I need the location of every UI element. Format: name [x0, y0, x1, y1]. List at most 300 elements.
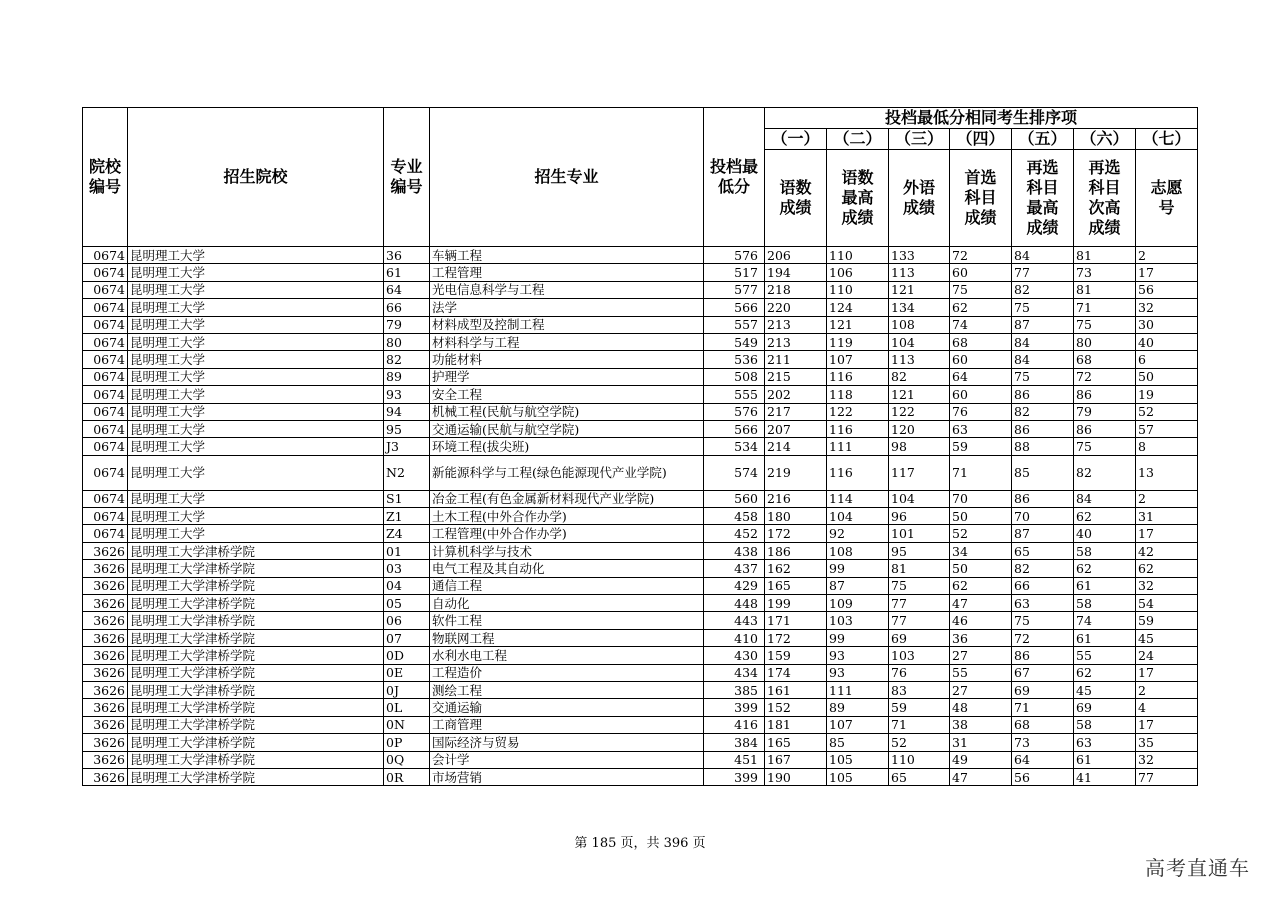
score-4-cell: 50 — [950, 560, 1012, 577]
score-5-cell: 87 — [1012, 316, 1074, 333]
score-7-cell: 45 — [1136, 629, 1198, 646]
header-order-3: （三） — [889, 129, 950, 150]
table-row — [83, 386, 1198, 403]
score-6-cell: 86 — [1074, 420, 1136, 437]
score-1-cell: 216 — [765, 490, 827, 507]
score-4-cell: 55 — [950, 664, 1012, 681]
header-subcol-7: 志愿号 — [1136, 150, 1198, 247]
score-7-cell: 31 — [1136, 508, 1198, 525]
score-6-cell: 73 — [1074, 264, 1136, 281]
min-score-cell: 458 — [704, 508, 765, 525]
score-6-cell: 80 — [1074, 333, 1136, 350]
table-row — [83, 403, 1198, 420]
score-7-cell: 32 — [1136, 577, 1198, 594]
major-name-cell: 安全工程 — [430, 386, 704, 403]
score-2-cell: 89 — [827, 699, 889, 716]
score-3-cell: 52 — [889, 734, 950, 751]
score-6-cell: 79 — [1074, 403, 1136, 420]
score-7-cell: 50 — [1136, 368, 1198, 385]
score-3-cell: 75 — [889, 577, 950, 594]
college-name-cell: 昆明理工大学 — [128, 386, 384, 403]
score-3-cell: 103 — [889, 647, 950, 664]
score-2-cell: 124 — [827, 299, 889, 316]
score-1-cell: 215 — [765, 368, 827, 385]
score-4-cell: 48 — [950, 699, 1012, 716]
header-subcol-4: 首选科目成绩 — [950, 150, 1012, 247]
score-2-cell: 119 — [827, 333, 889, 350]
score-7-cell: 32 — [1136, 299, 1198, 316]
score-7-cell: 17 — [1136, 525, 1198, 542]
college-name-cell: 昆明理工大学 — [128, 490, 384, 507]
header-subcol-2: 语数最高成绩 — [827, 150, 889, 247]
major-name-cell: 环境工程(拔尖班) — [430, 438, 704, 455]
table-body — [83, 247, 1198, 786]
score-7-cell: 42 — [1136, 542, 1198, 559]
college-name-cell: 昆明理工大学津桥学院 — [128, 681, 384, 698]
header-subcol-5: 再选科目最高成绩 — [1012, 150, 1074, 247]
college-code-cell: 0674 — [83, 403, 128, 420]
college-code-cell: 3626 — [83, 734, 128, 751]
score-1-cell: 217 — [765, 403, 827, 420]
score-6-cell: 75 — [1074, 316, 1136, 333]
score-4-cell: 70 — [950, 490, 1012, 507]
score-5-cell: 69 — [1012, 681, 1074, 698]
header-subcol-3: 外语成绩 — [889, 150, 950, 247]
college-code-cell: 0674 — [83, 316, 128, 333]
header-ranking-group: 投档最低分相同考生排序项 — [765, 108, 1198, 129]
major-code-cell: N2 — [384, 455, 430, 490]
college-code-cell: 3626 — [83, 577, 128, 594]
score-2-cell: 111 — [827, 681, 889, 698]
min-score-cell: 549 — [704, 333, 765, 350]
score-3-cell: 76 — [889, 664, 950, 681]
header-college-code: 院校编号 — [83, 108, 128, 247]
min-score-cell: 566 — [704, 299, 765, 316]
college-code-cell: 3626 — [83, 768, 128, 785]
college-code-cell: 0674 — [83, 508, 128, 525]
major-name-cell: 法学 — [430, 299, 704, 316]
major-code-cell: 0D — [384, 647, 430, 664]
header-order-2: （二） — [827, 129, 889, 150]
min-score-cell: 430 — [704, 647, 765, 664]
score-7-cell: 4 — [1136, 699, 1198, 716]
table-row — [83, 299, 1198, 316]
min-score-cell: 410 — [704, 629, 765, 646]
table-row — [83, 542, 1198, 559]
table-row — [83, 438, 1198, 455]
score-3-cell: 98 — [889, 438, 950, 455]
admission-score-table — [82, 107, 1198, 786]
college-code-cell: 3626 — [83, 716, 128, 733]
min-score-cell: 534 — [704, 438, 765, 455]
major-code-cell: Z1 — [384, 508, 430, 525]
table-row — [83, 455, 1198, 490]
min-score-cell: 385 — [704, 681, 765, 698]
college-name-cell: 昆明理工大学津桥学院 — [128, 751, 384, 768]
table-row — [83, 420, 1198, 437]
score-6-cell: 58 — [1074, 542, 1136, 559]
major-code-cell: 05 — [384, 595, 430, 612]
score-7-cell: 17 — [1136, 716, 1198, 733]
score-4-cell: 34 — [950, 542, 1012, 559]
score-6-cell: 72 — [1074, 368, 1136, 385]
score-5-cell: 87 — [1012, 525, 1074, 542]
score-4-cell: 27 — [950, 681, 1012, 698]
score-3-cell: 82 — [889, 368, 950, 385]
score-7-cell: 62 — [1136, 560, 1198, 577]
score-1-cell: 207 — [765, 420, 827, 437]
score-5-cell: 82 — [1012, 560, 1074, 577]
table-row — [83, 247, 1198, 264]
college-name-cell: 昆明理工大学 — [128, 247, 384, 264]
score-7-cell: 57 — [1136, 420, 1198, 437]
score-1-cell: 220 — [765, 299, 827, 316]
watermark: 高考直通车 — [1145, 856, 1250, 880]
score-5-cell: 66 — [1012, 577, 1074, 594]
college-code-cell: 0674 — [83, 247, 128, 264]
score-5-cell: 86 — [1012, 420, 1074, 437]
score-7-cell: 59 — [1136, 612, 1198, 629]
major-name-cell: 工程造价 — [430, 664, 704, 681]
score-5-cell: 73 — [1012, 734, 1074, 751]
college-code-cell: 0674 — [83, 420, 128, 437]
min-score-cell: 536 — [704, 351, 765, 368]
college-code-cell: 0674 — [83, 386, 128, 403]
major-code-cell: 95 — [384, 420, 430, 437]
major-name-cell: 会计学 — [430, 751, 704, 768]
score-2-cell: 87 — [827, 577, 889, 594]
college-name-cell: 昆明理工大学津桥学院 — [128, 629, 384, 646]
min-score-cell: 429 — [704, 577, 765, 594]
major-name-cell: 光电信息科学与工程 — [430, 281, 704, 298]
score-7-cell: 13 — [1136, 455, 1198, 490]
score-7-cell: 8 — [1136, 438, 1198, 455]
score-4-cell: 38 — [950, 716, 1012, 733]
score-1-cell: 180 — [765, 508, 827, 525]
score-1-cell: 167 — [765, 751, 827, 768]
major-name-cell: 工程管理 — [430, 264, 704, 281]
score-4-cell: 60 — [950, 351, 1012, 368]
major-code-cell: 0J — [384, 681, 430, 698]
college-code-cell: 3626 — [83, 664, 128, 681]
college-name-cell: 昆明理工大学 — [128, 368, 384, 385]
college-name-cell: 昆明理工大学 — [128, 525, 384, 542]
score-4-cell: 62 — [950, 299, 1012, 316]
college-name-cell: 昆明理工大学 — [128, 299, 384, 316]
score-7-cell: 40 — [1136, 333, 1198, 350]
score-2-cell: 122 — [827, 403, 889, 420]
college-name-cell: 昆明理工大学津桥学院 — [128, 716, 384, 733]
score-2-cell: 85 — [827, 734, 889, 751]
table-row — [83, 560, 1198, 577]
score-7-cell: 30 — [1136, 316, 1198, 333]
college-name-cell: 昆明理工大学津桥学院 — [128, 647, 384, 664]
score-3-cell: 81 — [889, 560, 950, 577]
score-4-cell: 71 — [950, 455, 1012, 490]
score-6-cell: 74 — [1074, 612, 1136, 629]
college-code-cell: 3626 — [83, 542, 128, 559]
score-4-cell: 75 — [950, 281, 1012, 298]
score-6-cell: 41 — [1074, 768, 1136, 785]
score-4-cell: 47 — [950, 768, 1012, 785]
admission-table-container — [82, 107, 1197, 786]
score-1-cell: 174 — [765, 664, 827, 681]
score-3-cell: 117 — [889, 455, 950, 490]
major-name-cell: 材料科学与工程 — [430, 333, 704, 350]
college-code-cell: 0674 — [83, 264, 128, 281]
score-6-cell: 58 — [1074, 716, 1136, 733]
table-row — [83, 525, 1198, 542]
score-3-cell: 110 — [889, 751, 950, 768]
college-code-cell: 0674 — [83, 281, 128, 298]
college-name-cell: 昆明理工大学津桥学院 — [128, 612, 384, 629]
major-code-cell: S1 — [384, 490, 430, 507]
major-name-cell: 冶金工程(有色金属新材料现代产业学院) — [430, 490, 704, 507]
score-7-cell: 2 — [1136, 681, 1198, 698]
table-row — [83, 490, 1198, 507]
score-6-cell: 58 — [1074, 595, 1136, 612]
score-1-cell: 213 — [765, 333, 827, 350]
major-code-cell: 06 — [384, 612, 430, 629]
score-7-cell: 19 — [1136, 386, 1198, 403]
score-6-cell: 62 — [1074, 664, 1136, 681]
college-code-cell: 0674 — [83, 299, 128, 316]
score-2-cell: 92 — [827, 525, 889, 542]
score-5-cell: 82 — [1012, 403, 1074, 420]
table-row — [83, 734, 1198, 751]
score-1-cell: 171 — [765, 612, 827, 629]
major-name-cell: 计算机科学与技术 — [430, 542, 704, 559]
score-5-cell: 64 — [1012, 751, 1074, 768]
score-2-cell: 104 — [827, 508, 889, 525]
score-2-cell: 99 — [827, 560, 889, 577]
min-score-cell: 438 — [704, 542, 765, 559]
major-name-cell: 工程管理(中外合作办学) — [430, 525, 704, 542]
college-code-cell: 0674 — [83, 333, 128, 350]
score-3-cell: 108 — [889, 316, 950, 333]
college-code-cell: 0674 — [83, 455, 128, 490]
major-name-cell: 国际经济与贸易 — [430, 734, 704, 751]
score-2-cell: 110 — [827, 281, 889, 298]
college-name-cell: 昆明理工大学津桥学院 — [128, 768, 384, 785]
min-score-cell: 452 — [704, 525, 765, 542]
score-3-cell: 83 — [889, 681, 950, 698]
table-row — [83, 699, 1198, 716]
major-name-cell: 机械工程(民航与航空学院) — [430, 403, 704, 420]
score-2-cell: 118 — [827, 386, 889, 403]
score-3-cell: 71 — [889, 716, 950, 733]
score-7-cell: 17 — [1136, 264, 1198, 281]
score-5-cell: 84 — [1012, 247, 1074, 264]
major-name-cell: 交通运输(民航与航空学院) — [430, 420, 704, 437]
score-4-cell: 68 — [950, 333, 1012, 350]
college-code-cell: 3626 — [83, 699, 128, 716]
score-1-cell: 165 — [765, 577, 827, 594]
score-5-cell: 77 — [1012, 264, 1074, 281]
table-row — [83, 595, 1198, 612]
score-1-cell: 162 — [765, 560, 827, 577]
score-4-cell: 31 — [950, 734, 1012, 751]
score-4-cell: 62 — [950, 577, 1012, 594]
major-name-cell: 电气工程及其自动化 — [430, 560, 704, 577]
score-3-cell: 113 — [889, 264, 950, 281]
major-code-cell: Z4 — [384, 525, 430, 542]
score-2-cell: 93 — [827, 647, 889, 664]
table-row — [83, 751, 1198, 768]
score-6-cell: 75 — [1074, 438, 1136, 455]
score-3-cell: 104 — [889, 333, 950, 350]
college-code-cell: 3626 — [83, 681, 128, 698]
score-3-cell: 113 — [889, 351, 950, 368]
major-code-cell: 94 — [384, 403, 430, 420]
score-6-cell: 68 — [1074, 351, 1136, 368]
score-2-cell: 106 — [827, 264, 889, 281]
college-code-cell: 0674 — [83, 490, 128, 507]
table-row — [83, 508, 1198, 525]
major-code-cell: J3 — [384, 438, 430, 455]
score-4-cell: 63 — [950, 420, 1012, 437]
major-name-cell: 交通运输 — [430, 699, 704, 716]
score-3-cell: 95 — [889, 542, 950, 559]
min-score-cell: 448 — [704, 595, 765, 612]
score-6-cell: 40 — [1074, 525, 1136, 542]
score-5-cell: 86 — [1012, 386, 1074, 403]
major-name-cell: 工商管理 — [430, 716, 704, 733]
score-2-cell: 116 — [827, 420, 889, 437]
min-score-cell: 434 — [704, 664, 765, 681]
college-name-cell: 昆明理工大学津桥学院 — [128, 734, 384, 751]
table-row — [83, 681, 1198, 698]
score-6-cell: 81 — [1074, 247, 1136, 264]
min-score-cell: 555 — [704, 386, 765, 403]
score-5-cell: 86 — [1012, 647, 1074, 664]
score-5-cell: 68 — [1012, 716, 1074, 733]
score-7-cell: 35 — [1136, 734, 1198, 751]
college-name-cell: 昆明理工大学 — [128, 316, 384, 333]
major-name-cell: 通信工程 — [430, 577, 704, 594]
college-code-cell: 3626 — [83, 612, 128, 629]
college-name-cell: 昆明理工大学 — [128, 403, 384, 420]
min-score-cell: 437 — [704, 560, 765, 577]
score-7-cell: 77 — [1136, 768, 1198, 785]
major-name-cell: 软件工程 — [430, 612, 704, 629]
header-min-score: 投档最低分 — [704, 108, 765, 247]
score-7-cell: 54 — [1136, 595, 1198, 612]
min-score-cell: 443 — [704, 612, 765, 629]
min-score-cell: 517 — [704, 264, 765, 281]
score-2-cell: 107 — [827, 351, 889, 368]
college-code-cell: 3626 — [83, 629, 128, 646]
score-2-cell: 105 — [827, 751, 889, 768]
major-code-cell: 04 — [384, 577, 430, 594]
score-1-cell: 213 — [765, 316, 827, 333]
score-2-cell: 110 — [827, 247, 889, 264]
header-subcol-1: 语数成绩 — [765, 150, 827, 247]
college-code-cell: 0674 — [83, 368, 128, 385]
score-7-cell: 56 — [1136, 281, 1198, 298]
college-name-cell: 昆明理工大学 — [128, 438, 384, 455]
major-code-cell: 36 — [384, 247, 430, 264]
score-4-cell: 46 — [950, 612, 1012, 629]
score-2-cell: 116 — [827, 455, 889, 490]
score-3-cell: 96 — [889, 508, 950, 525]
major-name-cell: 材料成型及控制工程 — [430, 316, 704, 333]
score-1-cell: 202 — [765, 386, 827, 403]
score-5-cell: 85 — [1012, 455, 1074, 490]
score-6-cell: 84 — [1074, 490, 1136, 507]
score-1-cell: 219 — [765, 455, 827, 490]
score-7-cell: 6 — [1136, 351, 1198, 368]
major-code-cell: 0Q — [384, 751, 430, 768]
score-1-cell: 186 — [765, 542, 827, 559]
college-code-cell: 3626 — [83, 595, 128, 612]
score-6-cell: 82 — [1074, 455, 1136, 490]
table-row — [83, 368, 1198, 385]
score-6-cell: 63 — [1074, 734, 1136, 751]
major-code-cell: 0N — [384, 716, 430, 733]
college-name-cell: 昆明理工大学 — [128, 264, 384, 281]
score-2-cell: 103 — [827, 612, 889, 629]
score-3-cell: 104 — [889, 490, 950, 507]
score-1-cell: 161 — [765, 681, 827, 698]
table-row — [83, 768, 1198, 785]
score-6-cell: 45 — [1074, 681, 1136, 698]
min-score-cell: 576 — [704, 247, 765, 264]
score-5-cell: 63 — [1012, 595, 1074, 612]
score-4-cell: 74 — [950, 316, 1012, 333]
header-order-7: （七） — [1136, 129, 1198, 150]
min-score-cell: 574 — [704, 455, 765, 490]
min-score-cell: 399 — [704, 699, 765, 716]
score-5-cell: 75 — [1012, 612, 1074, 629]
score-2-cell: 99 — [827, 629, 889, 646]
score-5-cell: 75 — [1012, 299, 1074, 316]
score-2-cell: 105 — [827, 768, 889, 785]
table-row — [83, 716, 1198, 733]
major-code-cell: 0E — [384, 664, 430, 681]
score-5-cell: 86 — [1012, 490, 1074, 507]
score-5-cell: 84 — [1012, 351, 1074, 368]
score-4-cell: 72 — [950, 247, 1012, 264]
major-name-cell: 新能源科学与工程(绿色能源现代产业学院) — [430, 455, 704, 490]
score-3-cell: 77 — [889, 595, 950, 612]
score-1-cell: 152 — [765, 699, 827, 716]
college-name-cell: 昆明理工大学津桥学院 — [128, 542, 384, 559]
college-code-cell: 0674 — [83, 351, 128, 368]
major-code-cell: 80 — [384, 333, 430, 350]
college-name-cell: 昆明理工大学 — [128, 333, 384, 350]
major-code-cell: 0P — [384, 734, 430, 751]
min-score-cell: 566 — [704, 420, 765, 437]
college-name-cell: 昆明理工大学津桥学院 — [128, 699, 384, 716]
college-code-cell: 3626 — [83, 560, 128, 577]
score-5-cell: 70 — [1012, 508, 1074, 525]
score-2-cell: 108 — [827, 542, 889, 559]
score-1-cell: 159 — [765, 647, 827, 664]
score-1-cell: 211 — [765, 351, 827, 368]
major-name-cell: 测绘工程 — [430, 681, 704, 698]
min-score-cell: 399 — [704, 768, 765, 785]
score-7-cell: 52 — [1136, 403, 1198, 420]
score-1-cell: 172 — [765, 629, 827, 646]
college-name-cell: 昆明理工大学 — [128, 508, 384, 525]
header-major-name: 招生专业 — [430, 108, 704, 247]
header-order-4: （四） — [950, 129, 1012, 150]
college-name-cell: 昆明理工大学 — [128, 351, 384, 368]
score-5-cell: 75 — [1012, 368, 1074, 385]
score-1-cell: 206 — [765, 247, 827, 264]
score-4-cell: 52 — [950, 525, 1012, 542]
